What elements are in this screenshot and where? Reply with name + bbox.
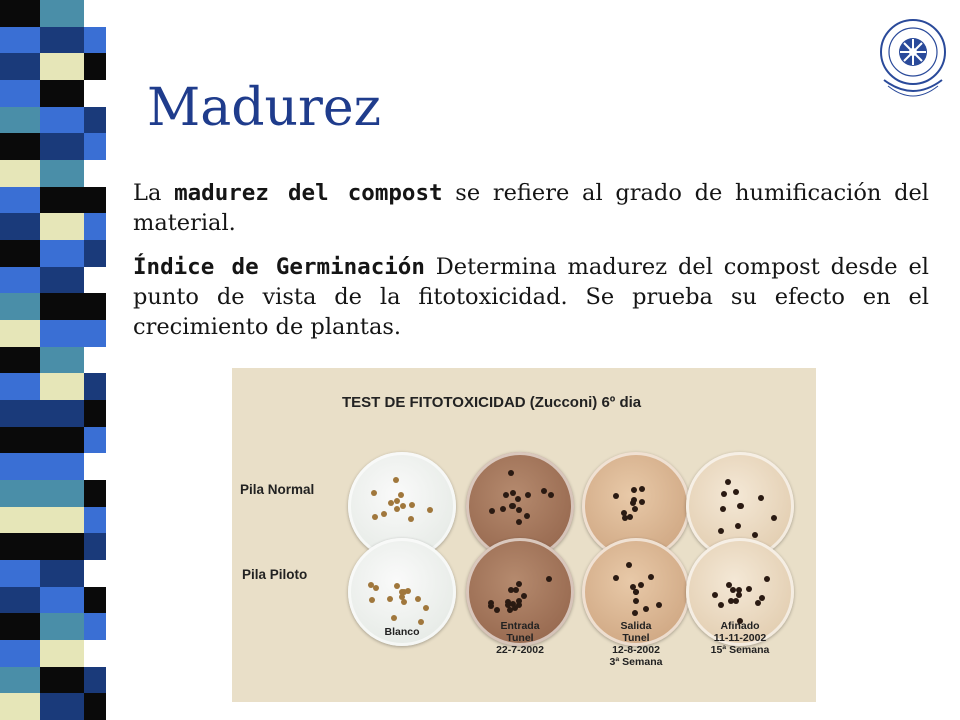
- seed: [648, 574, 654, 580]
- fitotoxicity-test-photo: [232, 368, 816, 702]
- seed: [758, 495, 764, 501]
- seed: [508, 470, 514, 476]
- stripe-block: [40, 347, 84, 374]
- stripe-block: [84, 693, 106, 720]
- seed: [633, 589, 639, 595]
- seed: [494, 607, 500, 613]
- stripe-column-right: [84, 0, 106, 720]
- seed: [764, 576, 770, 582]
- stripe-block: [84, 480, 106, 507]
- stripe-block: [0, 320, 40, 347]
- seed: [541, 488, 547, 494]
- seed: [643, 606, 649, 612]
- seed: [736, 592, 742, 598]
- seed: [755, 600, 761, 606]
- seed: [524, 513, 530, 519]
- seed: [394, 583, 400, 589]
- stripe-block: [0, 667, 40, 694]
- photo-heading: TEST DE FITOTOXICIDAD (Zucconi) 6º dia: [342, 394, 642, 411]
- dish-caption: [700, 620, 780, 656]
- stripe-block: [0, 400, 40, 427]
- university-seal-logo: [878, 18, 948, 102]
- seed: [521, 593, 527, 599]
- stripe-block: [0, 347, 40, 374]
- seed: [387, 596, 393, 602]
- seed: [613, 493, 619, 499]
- seed: [626, 562, 632, 568]
- photo-row-label-piloto: Pila Piloto: [242, 567, 308, 582]
- seed: [369, 597, 375, 603]
- stripe-block: [40, 480, 84, 507]
- seed: [546, 576, 552, 582]
- stripe-block: [40, 53, 84, 80]
- stripe-block: [84, 133, 106, 160]
- slide-title: Madurez: [147, 78, 382, 138]
- stripe-block: [0, 427, 40, 454]
- seed: [630, 584, 636, 590]
- seed: [509, 503, 515, 509]
- stripe-block: [0, 160, 40, 187]
- stripe-block: [40, 453, 84, 480]
- stripe-block: [40, 240, 84, 267]
- seed: [746, 586, 752, 592]
- stripe-block: [40, 587, 84, 614]
- seed: [489, 508, 495, 514]
- stripe-block: [0, 187, 40, 214]
- seed: [721, 491, 727, 497]
- dish-caption-line: Tunel: [622, 632, 650, 644]
- dish-caption-line: Blanco: [384, 626, 420, 638]
- stripe-block: [84, 267, 106, 294]
- stripe-block: [84, 667, 106, 694]
- seed: [372, 514, 378, 520]
- stripe-block: [84, 80, 106, 107]
- stripe-block: [0, 480, 40, 507]
- seed: [507, 607, 513, 613]
- stripe-block: [0, 560, 40, 587]
- stripe-block: [0, 240, 40, 267]
- seed: [622, 515, 628, 521]
- stripe-block: [84, 560, 106, 587]
- stripe-block: [84, 27, 106, 54]
- seed: [423, 605, 429, 611]
- stripe-block: [40, 560, 84, 587]
- stripe-column-mid: [40, 0, 84, 720]
- dish-caption-line: 3ª Semana: [609, 656, 663, 668]
- seed: [632, 506, 638, 512]
- seed: [503, 492, 509, 498]
- seed: [656, 602, 662, 608]
- stripe-block: [40, 640, 84, 667]
- stripe-block: [0, 0, 40, 27]
- dish-caption-line: 22-7-2002: [496, 644, 544, 656]
- stripe-block: [0, 133, 40, 160]
- paragraph-germinacion-text: Determina madurez del compost desde el punto de vista de la fitotoxicidad. Se prueba su efecto en el crecimiento de plantas.: [133, 254, 929, 340]
- seed: [631, 487, 637, 493]
- stripe-block: [40, 160, 84, 187]
- seed: [418, 619, 424, 625]
- seed: [515, 496, 521, 502]
- seed: [633, 598, 639, 604]
- seed: [427, 507, 433, 513]
- seed: [513, 587, 519, 593]
- stripe-block: [0, 107, 40, 134]
- dish-caption-line: Salida: [620, 620, 652, 632]
- seed: [398, 492, 404, 498]
- seed: [516, 598, 522, 604]
- seed: [638, 582, 644, 588]
- seed: [388, 500, 394, 506]
- seed: [730, 587, 736, 593]
- seed: [510, 490, 516, 496]
- stripe-block: [84, 400, 106, 427]
- seed: [725, 479, 731, 485]
- seed: [500, 506, 506, 512]
- seed: [393, 477, 399, 483]
- seed: [409, 502, 415, 508]
- photo-row-label-normal: Pila Normal: [240, 482, 315, 497]
- stripe-block: [0, 53, 40, 80]
- seed: [408, 516, 414, 522]
- stripe-block: [40, 373, 84, 400]
- stripe-block: [84, 427, 106, 454]
- seed: [639, 499, 645, 505]
- paragraph-madurez-lead: La: [133, 180, 175, 206]
- stripe-block: [40, 267, 84, 294]
- seed: [639, 486, 645, 492]
- seed: [752, 532, 758, 538]
- stripe-block: [0, 293, 40, 320]
- seed: [525, 492, 531, 498]
- stripe-block: [84, 213, 106, 240]
- stripe-block: [84, 507, 106, 534]
- stripe-block: [40, 667, 84, 694]
- seed: [733, 489, 739, 495]
- stripe-block: [0, 693, 40, 720]
- stripe-block: [40, 427, 84, 454]
- paragraph-madurez-text: se refiere al grado de humificación del material.: [133, 180, 929, 236]
- stripe-block: [0, 613, 40, 640]
- seed: [400, 503, 406, 509]
- stripe-block: [40, 133, 84, 160]
- stripe-block: [40, 293, 84, 320]
- stripe-block: [84, 613, 106, 640]
- dish-caption-line: Afinado: [720, 620, 760, 632]
- seed: [720, 506, 726, 512]
- stripe-block: [40, 27, 84, 54]
- dish-caption-line: Entrada: [500, 620, 540, 632]
- seed: [516, 519, 522, 525]
- seed: [401, 599, 407, 605]
- seed: [759, 595, 765, 601]
- stripe-block: [0, 27, 40, 54]
- seed: [631, 497, 637, 503]
- seed: [394, 498, 400, 504]
- stripe-block: [84, 373, 106, 400]
- stripe-block: [84, 533, 106, 560]
- stripe-block: [0, 640, 40, 667]
- stripe-block: [84, 187, 106, 214]
- stripe-block: [84, 160, 106, 187]
- dish-caption-line: Tunel: [506, 632, 534, 644]
- seed: [735, 523, 741, 529]
- paragraph-madurez: [133, 178, 929, 238]
- stripe-block: [84, 320, 106, 347]
- stripe-block: [0, 453, 40, 480]
- stripe-block: [0, 80, 40, 107]
- stripe-block: [84, 587, 106, 614]
- stripe-column-left: [0, 0, 40, 720]
- stripe-block: [0, 267, 40, 294]
- dish-caption: [362, 626, 442, 638]
- dish-caption-line: 12-8-2002: [612, 644, 660, 656]
- stripe-block: [40, 107, 84, 134]
- seed: [516, 581, 522, 587]
- stripe-block: [84, 240, 106, 267]
- seed: [737, 503, 743, 509]
- stripe-block: [40, 80, 84, 107]
- stripe-block: [84, 640, 106, 667]
- seed: [391, 615, 397, 621]
- seed: [381, 511, 387, 517]
- stripe-block: [0, 587, 40, 614]
- stripe-block: [0, 507, 40, 534]
- stripe-block: [40, 213, 84, 240]
- stripe-block: [84, 453, 106, 480]
- stripe-block: [84, 0, 106, 27]
- seed: [373, 585, 379, 591]
- seed: [718, 602, 724, 608]
- slide-body: [133, 178, 929, 356]
- seed: [548, 492, 554, 498]
- seed: [627, 514, 633, 520]
- stripe-block: [0, 373, 40, 400]
- dish-caption-line: 11-11-2002: [713, 632, 767, 644]
- seed: [771, 515, 777, 521]
- stripe-block: [84, 347, 106, 374]
- paragraph-germinacion: [133, 252, 929, 342]
- stripe-block: [40, 613, 84, 640]
- dish-caption: [596, 620, 676, 668]
- paragraph-madurez-term: madurez del compost: [174, 180, 443, 206]
- stripe-block: [40, 507, 84, 534]
- stripe-block: [40, 533, 84, 560]
- stripe-block: [40, 320, 84, 347]
- stripe-block: [40, 693, 84, 720]
- stripe-block: [84, 53, 106, 80]
- stripe-block: [40, 187, 84, 214]
- stripe-block: [84, 107, 106, 134]
- stripe-block: [84, 293, 106, 320]
- seed: [632, 610, 638, 616]
- stripe-block: [0, 213, 40, 240]
- seed: [415, 596, 421, 602]
- seed: [371, 490, 377, 496]
- decorative-stripe-band: [0, 0, 110, 720]
- paragraph-germinacion-term: Índice de Germinación: [133, 254, 425, 280]
- dish-caption-line: 15ª Semana: [710, 644, 770, 656]
- stripe-block: [40, 0, 84, 27]
- dish-caption: [480, 620, 560, 656]
- seed: [508, 587, 514, 593]
- seed: [718, 528, 724, 534]
- seed: [712, 592, 718, 598]
- seed: [613, 575, 619, 581]
- seed: [516, 507, 522, 513]
- seed: [488, 600, 494, 606]
- seed: [728, 598, 734, 604]
- stripe-block: [40, 400, 84, 427]
- stripe-block: [0, 533, 40, 560]
